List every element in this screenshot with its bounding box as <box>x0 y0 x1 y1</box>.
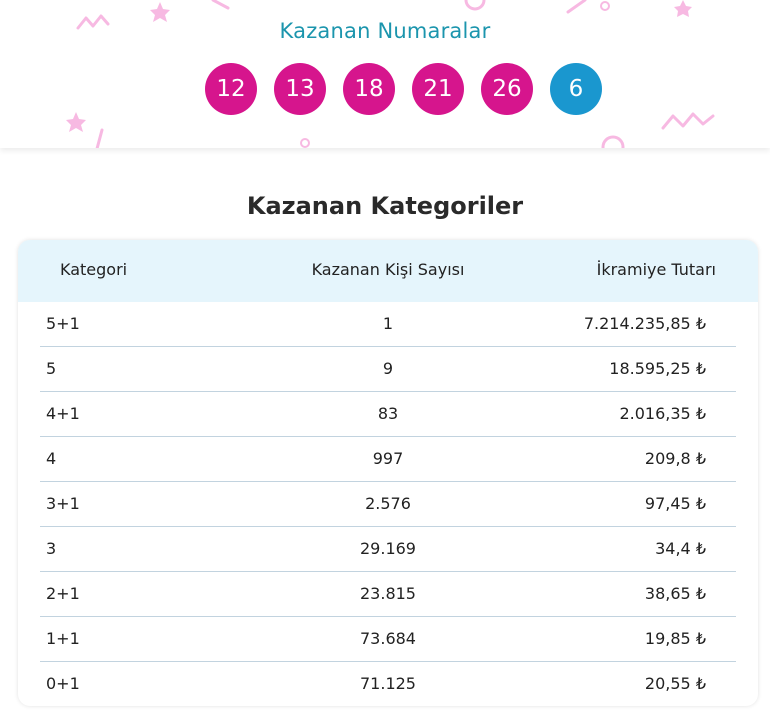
prize-cell: 19,85 ₺ <box>644 629 706 648</box>
category-cell: 1+1 <box>46 629 80 648</box>
table-body <box>18 302 758 706</box>
category-cell: 2+1 <box>46 584 80 603</box>
number-ball: 18 <box>343 63 395 115</box>
winning-numbers-panel <box>0 0 770 148</box>
table-row <box>18 302 758 347</box>
table-row <box>18 527 758 572</box>
number-ball: 26 <box>481 63 533 115</box>
winners-cell: 997 <box>372 449 404 468</box>
winners-cell: 73.684 <box>360 629 416 648</box>
header-prize: İkramiye Tutarı <box>596 260 716 279</box>
winners-cell: 23.815 <box>360 584 416 603</box>
header-category: Kategori <box>60 260 128 279</box>
header-winners: Kazanan Kişi Sayısı <box>311 260 465 279</box>
winners-cell: 1 <box>382 314 394 333</box>
number-balls <box>205 63 605 115</box>
prize-cell: 2.016,35 ₺ <box>619 404 706 423</box>
category-cell: 5+1 <box>46 314 80 333</box>
category-cell: 4 <box>46 449 57 468</box>
table-row <box>18 482 758 527</box>
table-row <box>18 572 758 617</box>
winners-cell: 2.576 <box>365 494 411 513</box>
table-row <box>18 392 758 437</box>
categories-table <box>18 240 758 706</box>
number-ball: 13 <box>274 63 326 115</box>
winners-cell: 9 <box>382 359 394 378</box>
winners-cell: 71.125 <box>360 674 416 693</box>
prize-cell: 18.595,25 ₺ <box>609 359 706 378</box>
winning-numbers-title: Kazanan Numaralar <box>279 19 491 43</box>
number-ball: 12 <box>205 63 257 115</box>
category-cell: 3 <box>46 539 57 558</box>
table-header <box>18 240 758 302</box>
table-row <box>18 437 758 482</box>
table-row <box>18 617 758 662</box>
category-cell: 4+1 <box>46 404 80 423</box>
prize-cell: 38,65 ₺ <box>644 584 706 603</box>
winners-cell: 83 <box>377 404 399 423</box>
bonus-number-ball: 6 <box>550 63 602 115</box>
prize-cell: 97,45 ₺ <box>644 494 706 513</box>
winners-cell: 29.169 <box>360 539 416 558</box>
prize-cell: 20,55 ₺ <box>644 674 706 693</box>
prize-cell: 7.214.235,85 ₺ <box>583 314 706 333</box>
category-cell: 0+1 <box>46 674 80 693</box>
table-row <box>18 662 758 706</box>
categories-title: Kazanan Kategoriler <box>246 192 524 220</box>
category-cell: 3+1 <box>46 494 80 513</box>
prize-cell: 34,4 ₺ <box>655 539 706 558</box>
table-row <box>18 347 758 392</box>
prize-cell: 209,8 ₺ <box>644 449 706 468</box>
category-cell: 5 <box>46 359 57 378</box>
number-ball: 21 <box>412 63 464 115</box>
